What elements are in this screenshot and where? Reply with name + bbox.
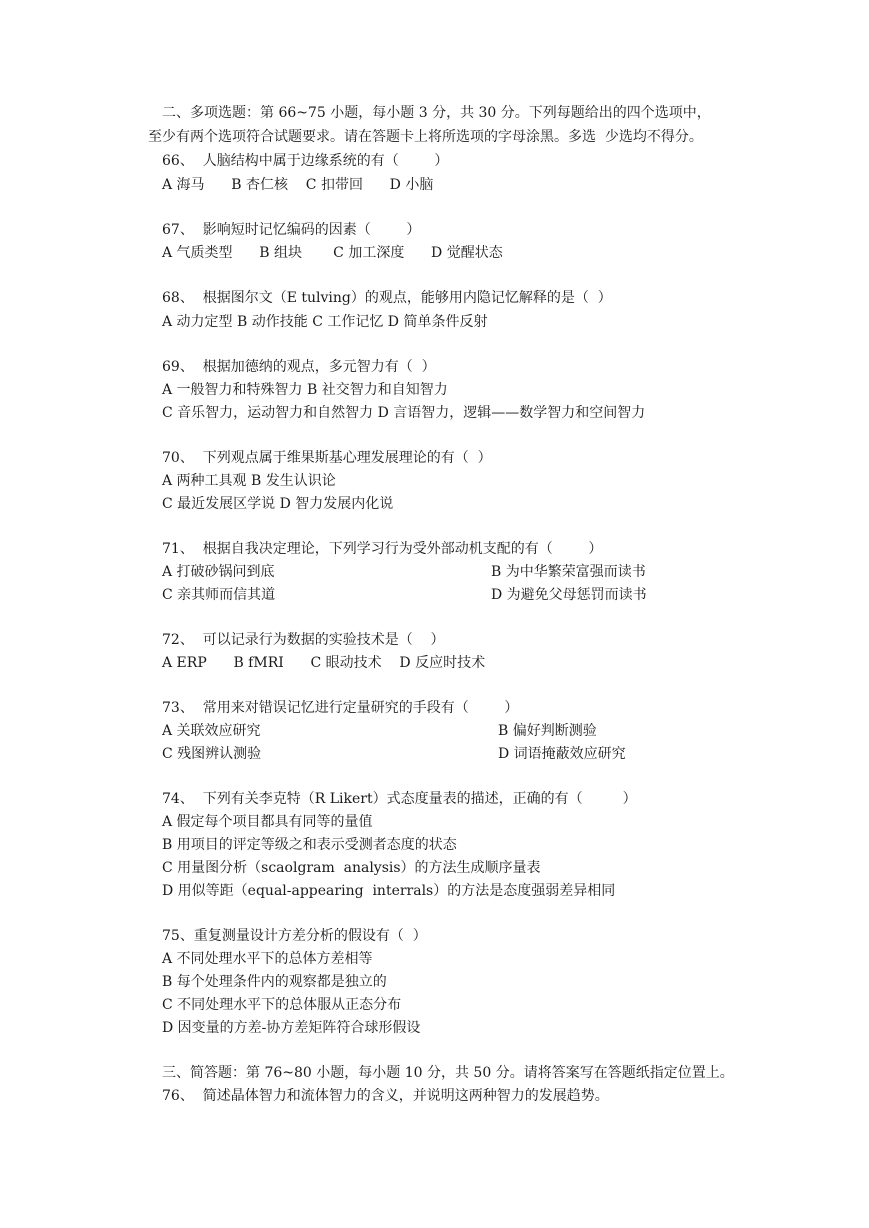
q73-option-c: C 残图辨认测验	[162, 746, 262, 762]
q67-stem: 67、 影响短时记忆编码的因素（ ）	[162, 222, 421, 238]
q73-option-d: D 词语掩蔽效应研究	[498, 746, 626, 762]
q75-option-b: B 每个处理条件内的观察都是独立的	[162, 974, 387, 990]
q75-option-c: C 不同处理水平下的总体服从正态分布	[162, 997, 402, 1013]
q70-stem: 70、 下列观点属于维果斯基心理发展理论的有（ ）	[162, 450, 492, 466]
q71-option-c: C 亲其师而信其道	[162, 587, 276, 603]
section2-header-line1: 二、多项选题：第 66~75 小题，每小题 3 分，共 30 分。下列每题给出的四个选项中，	[162, 105, 711, 121]
q69-stem: 69、 根据加德纳的观点，多元智力有（ ）	[162, 359, 436, 375]
q74-option-d: D 用似等距（equal-appearing interrals）的方法是态度强弱差异相同	[162, 883, 616, 899]
q74-option-a: A 假定每个项目都具有同等的量值	[162, 814, 373, 830]
q76-stem: 76、 简述晶体智力和流体智力的含义，并说明这两种智力的发展趋势。	[162, 1088, 609, 1104]
q74-option-c: C 用量图分析（scaolgram analysis）的方法生成顺序量表	[162, 860, 541, 876]
q72-stem: 72、 可以记录行为数据的实验技术是（ ）	[162, 632, 445, 648]
section2-header-line2: 至少有两个选项符合试题要求。请在答题卡上将所选项的字母涂黑。多选 少选均不得分。	[148, 129, 703, 145]
q75-option-d: D 因变量的方差-协方差矩阵符合球形假设	[162, 1020, 421, 1036]
q71-stem: 71、 根据自我决定理论，下列学习行为受外部动机支配的有（ ）	[162, 541, 603, 557]
q74-stem: 74、 下列有关李克特（R Likert）式态度量表的描述，正确的有（ ）	[162, 791, 637, 807]
q70-options-line1: A 两种工具观 B 发生认识论	[162, 473, 336, 489]
q73-option-a: A 关联效应研究	[162, 723, 261, 739]
q71-option-d: D 为避免父母惩罚而读书	[491, 587, 647, 603]
q73-option-b: B 偏好判断测验	[498, 723, 597, 739]
q68-options: A 动力定型 B 动作技能 C 工作记忆 D 简单条件反射	[162, 314, 488, 330]
section3-header: 三、简答题：第 76~80 小题，每小题 10 分，共 50 分。请将答案写在答题纸指定位置上。	[162, 1065, 734, 1081]
q74-option-b: B 用项目的评定等级之和表示受测者态度的状态	[162, 837, 457, 853]
q73-stem: 73、 常用来对错误记忆进行定量研究的手段有（ ）	[162, 700, 519, 716]
q71-option-b: B 为中华繁荣富强而读书	[491, 564, 646, 580]
q69-options-line1: A 一般智力和特殊智力 B 社交智力和自知智力	[162, 382, 448, 398]
q75-stem: 75、重复测量设计方差分析的假设有（ ）	[162, 928, 427, 944]
q69-options-line2: C 音乐智力，运动智力和自然智力 D 言语智力，逻辑——数学智力和空间智力	[162, 405, 646, 421]
q68-stem: 68、 根据图尔文（E tulving）的观点，能够用内隐记忆解释的是（ ）	[162, 290, 612, 306]
q67-options: A 气质类型 B 组块 C 加工深度 D 觉醒状态	[162, 245, 503, 261]
q66-options: A 海马 B 杏仁核 C 扣带回 D 小脑	[162, 177, 434, 193]
q66-stem: 66、 人脑结构中属于边缘系统的有（ ）	[162, 153, 449, 169]
q70-options-line2: C 最近发展区学说 D 智力发展内化说	[162, 496, 394, 512]
q71-option-a: A 打破砂锅问到底	[162, 564, 275, 580]
q75-option-a: A 不同处理水平下的总体方差相等	[162, 951, 373, 967]
q72-options: A ERP B fMRI C 眼动技术 D 反应时技术	[162, 655, 486, 671]
